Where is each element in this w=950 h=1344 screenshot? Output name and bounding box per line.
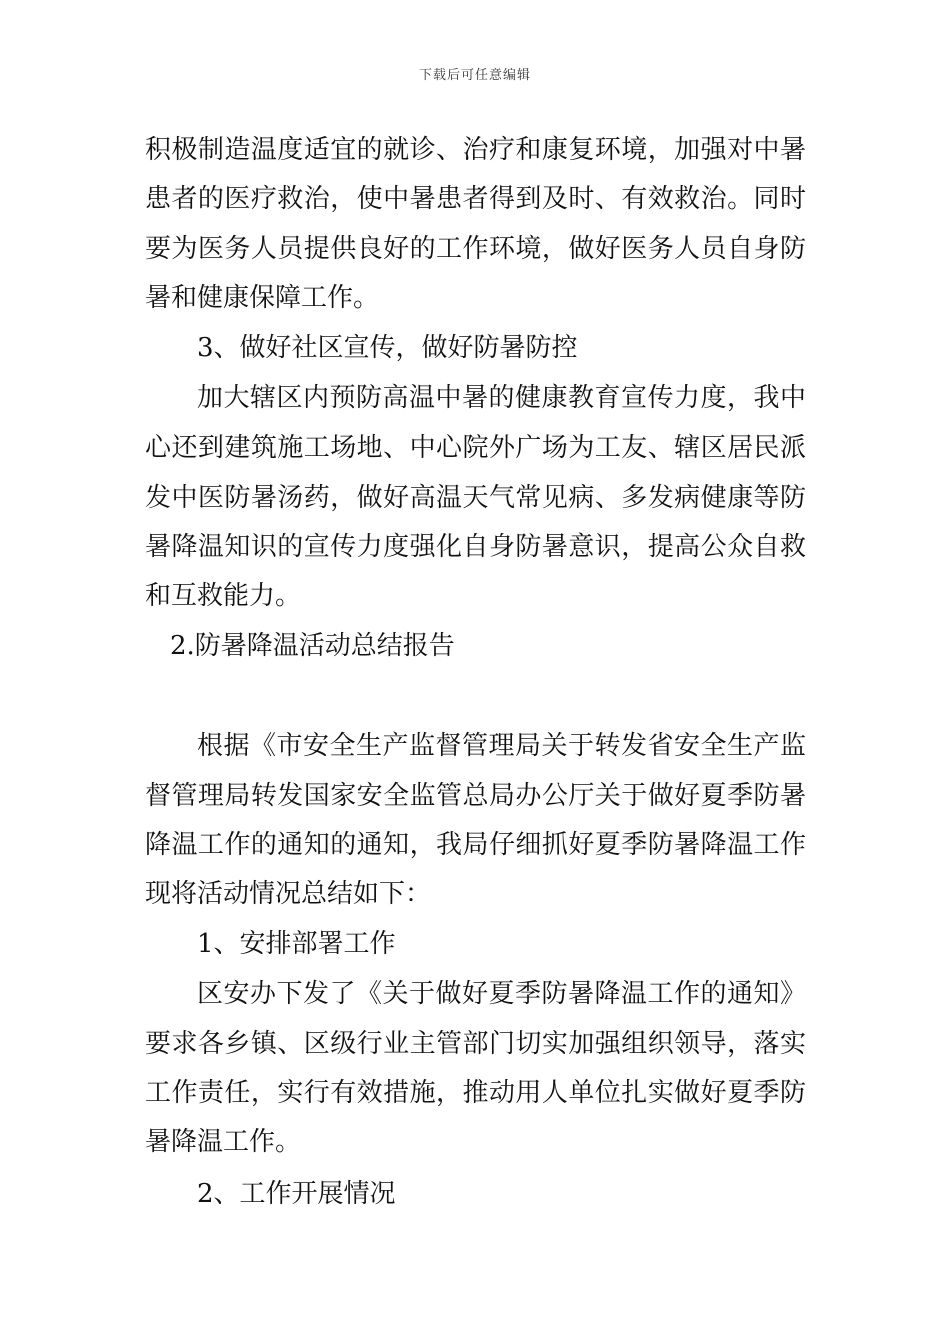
document-section-title: 2.防暑降温活动总结报告: [170, 631, 455, 661]
paragraph-line: 区安办下发了《关于做好夏季防暑降温工作的通知》: [197, 979, 806, 1009]
paragraph-line: 暑和健康保障工作。: [145, 283, 380, 313]
paragraph-line: 加大辖区内预防高温中暑的健康教育宣传力度，我中: [197, 383, 806, 413]
paragraph-line: 降温工作的通知的通知，我局仔细抓好夏季防暑降温工作: [145, 830, 806, 860]
paragraph-line: 积极制造温度适宜的就诊、治疗和康复环境，加强对中暑: [145, 135, 806, 165]
paragraph-line: 发中医防暑汤药，做好高温天气常见病、多发病健康等防: [145, 483, 806, 513]
paragraph-line: 心还到建筑施工场地、中心院外广场为工友、辖区居民派: [145, 433, 806, 463]
section-heading: 2、工作开展情况: [197, 1179, 396, 1209]
section-heading: 3、做好社区宣传，做好防暑防控: [197, 333, 578, 363]
section-heading: 1、安排部署工作: [197, 929, 396, 959]
page-header-note: 下载后可任意编辑: [418, 68, 531, 83]
paragraph-line: 督管理局转发国家安全监管总局办公厅关于做好夏季防暑: [145, 781, 806, 811]
paragraph-line: 暑降温工作。: [145, 1127, 302, 1157]
paragraph-line: 暑降温知识的宣传力度强化自身防暑意识，提高公众自救: [145, 532, 806, 562]
paragraph-line: 根据《市安全生产监督管理局关于转发省安全生产监: [197, 731, 806, 761]
paragraph-line: 患者的医疗救治，使中暑患者得到及时、有效救治。同时: [145, 184, 806, 214]
paragraph-line: 工作责任，实行有效措施，推动用人单位扎实做好夏季防: [145, 1078, 806, 1108]
paragraph-line: 现将活动情况总结如下：: [145, 879, 432, 909]
paragraph-line: 和互救能力。: [145, 581, 302, 611]
paragraph-line: 要为医务人员提供良好的工作环境，做好医务人员自身防: [145, 234, 806, 264]
paragraph-line: 要求各乡镇、区级行业主管部门切实加强组织领导，落实: [145, 1029, 806, 1059]
